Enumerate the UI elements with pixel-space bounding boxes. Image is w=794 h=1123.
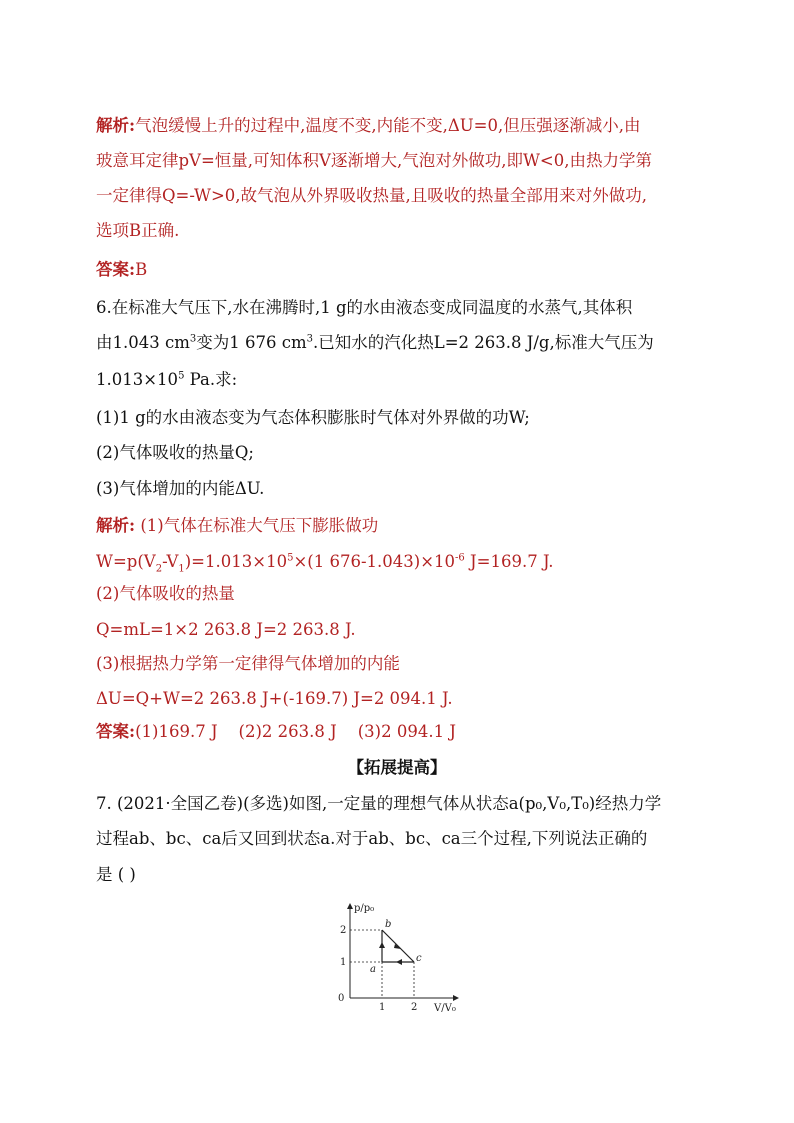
point-a-label: a [370, 964, 376, 975]
x-tick-1: 1 [379, 1002, 386, 1013]
arrow-ab [379, 942, 385, 948]
analysis-5-line-1: 解析:气泡缓慢上升的过程中,温度不变,内能不变,ΔU=0,但压强逐渐减小,由 [96, 116, 641, 135]
analysis-6-step-2: (2)气体吸收的热量 [96, 584, 235, 603]
question-6-line-1: 6.在标准大气压下,水在沸腾时,1 g的水由液态变成同温度的水蒸气,其体积 [96, 298, 633, 317]
question-6-part-1: (1)1 g的水由液态变为气态体积膨胀时气体对外界做的功W; [96, 408, 530, 427]
question-6-part-2: (2)气体吸收的热量Q; [96, 443, 254, 462]
answer-6 [96, 720, 456, 744]
analysis-6-formula-3: ΔU=Q+W=2 263.8 J+(-169.7) J=2 094.1 J. [96, 689, 453, 708]
x-tick-2: 2 [411, 1002, 418, 1013]
question-7-line-1: 7. (2021·全国乙卷)(多选)如图,一定量的理想气体从状态a(p₀,V₀,T₀)经热力学 [96, 794, 662, 813]
question-7-line-3: 是 ( ) [96, 865, 136, 884]
answer-5 [96, 258, 147, 282]
question-6-part-3: (3)气体增加的内能ΔU. [96, 479, 265, 498]
arrow-ca [396, 959, 402, 965]
process-bc [382, 930, 414, 962]
answer-label: 答案: [96, 260, 136, 279]
analysis-label: 解析: [96, 516, 136, 535]
point-c-label: c [416, 953, 422, 964]
analysis-6-formula-1: $W=p(V_2-V_1)=1.013\times 10^5\times(1$ $676-1.043)\times 10^{-6}$ J=169.7 J. [96, 552, 554, 575]
y-tick-1: 1 [340, 957, 347, 968]
y-axis-label: p/p₀ [354, 903, 375, 914]
analysis-5-line-3: 一定律得Q=-W>0,故气泡从外界吸收热量,且吸收的热量全部用来对外做功, [96, 186, 648, 205]
analysis-6-formula-2: Q=mL=1×2 263.8 J=2 263.8 J. [96, 620, 356, 639]
question-6-line-2: 由1.043 $cm^3$变为1 676 $cm^3$.已知水的汽化热L=2 263.8 J/g,标准大气压为 [96, 333, 654, 352]
x-axis-label: V/V₀ [434, 1003, 456, 1014]
point-b-label: b [385, 919, 392, 930]
analysis-6-step-1: 解析: (1)气体在标准大气压下膨胀做功 [96, 516, 379, 535]
question-7-line-2: 过程ab、bc、ca后又回到状态a.对于ab、bc、ca三个过程,下列说法正确的 [96, 829, 648, 848]
analysis-6-step-3: (3)根据热力学第一定律得气体增加的内能 [96, 654, 400, 673]
answer-value: (1)169.7 J (2)2 263.8 J (3)2 094.1 J [135, 722, 456, 741]
answer-value: B [135, 260, 148, 279]
y-tick-2: 2 [340, 925, 347, 936]
section-title: 【拓展提高】 [347, 758, 447, 777]
origin-label: 0 [338, 993, 345, 1004]
pv-diagram [330, 898, 470, 1016]
analysis-5-line-2: 玻意耳定律pV=恒量,可知体积V逐渐增大,气泡对外做功,即W<0,由热力学第 [96, 151, 652, 170]
analysis-5-line-4: 选项B正确. [96, 221, 180, 240]
answer-label: 答案: [96, 722, 136, 741]
question-6-line-3: $1.013\times 10^5$ Pa.求: [96, 370, 238, 389]
analysis-label: 解析: [96, 116, 136, 135]
